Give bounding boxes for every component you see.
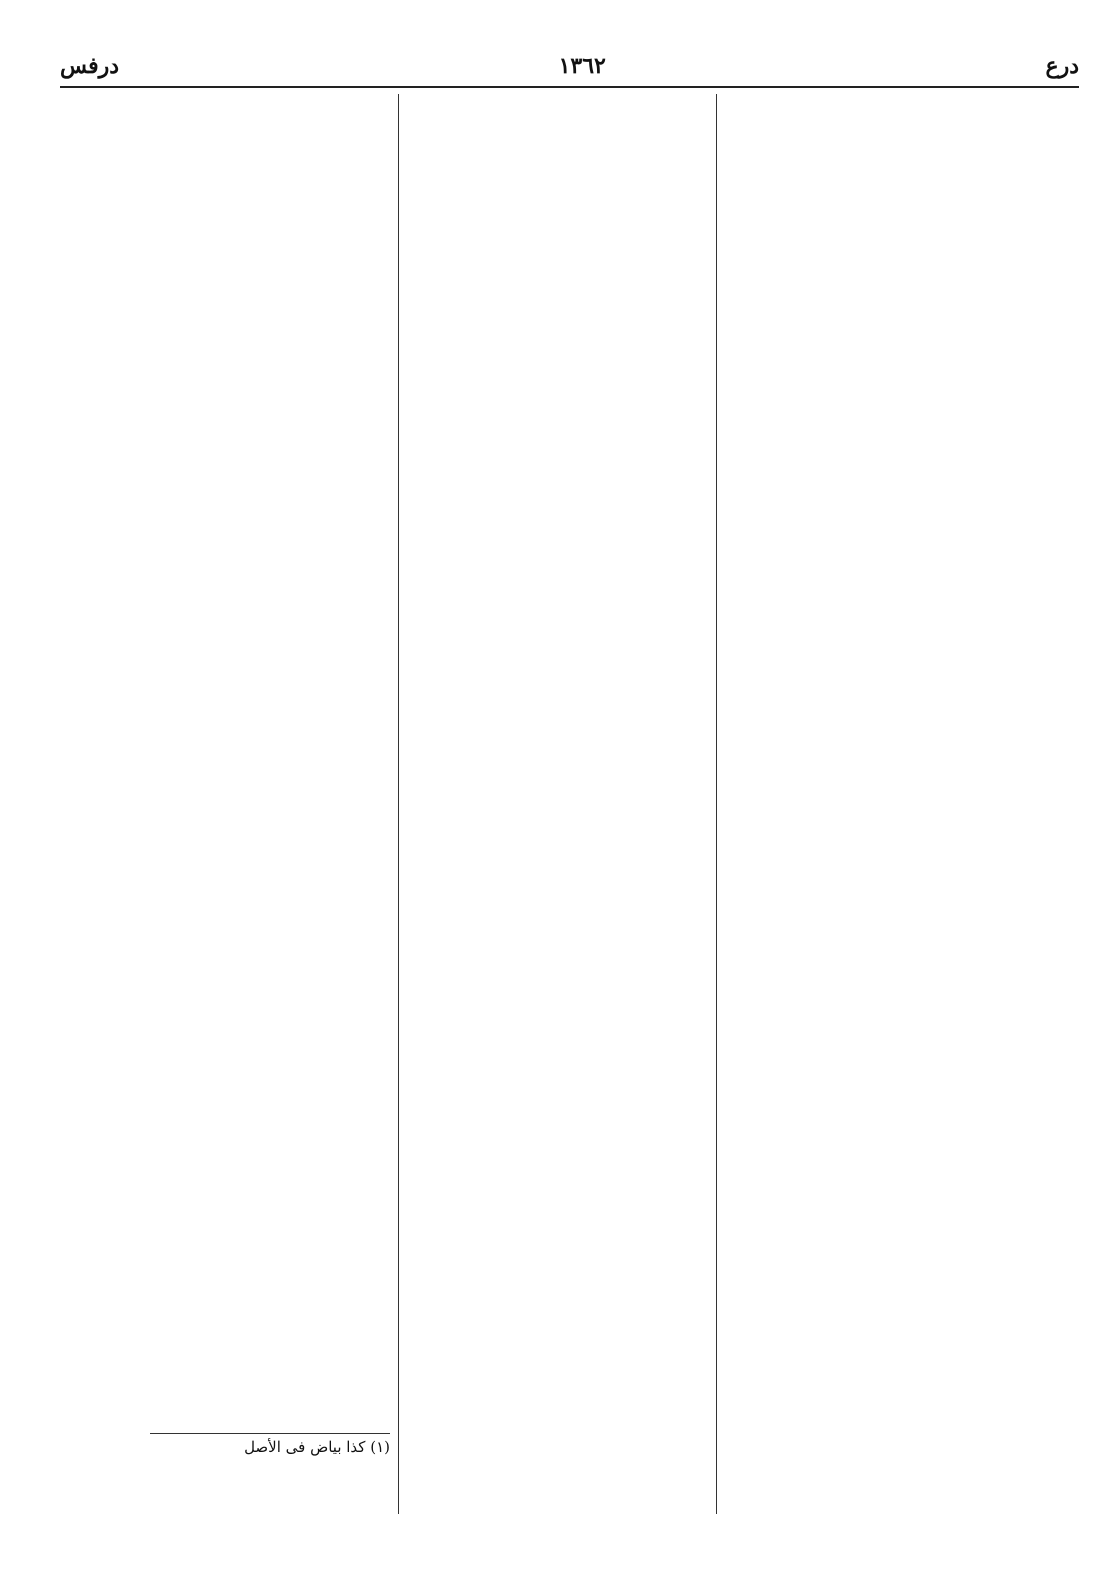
- footnote-rule: [150, 1433, 390, 1434]
- page-number: ١٣٦٢: [558, 53, 606, 79]
- text-column-right: [728, 96, 1080, 1506]
- header-left-word: درفس: [60, 53, 120, 79]
- page-header: [60, 48, 1079, 84]
- header-right-word: درع: [1045, 53, 1079, 79]
- text-column-left: [76, 96, 392, 1426]
- text-column-middle: [408, 96, 708, 1506]
- column-divider: [398, 94, 399, 1514]
- footnote: (١) كذا بياض فى الأصل: [244, 1438, 390, 1456]
- header-rule: [60, 86, 1079, 88]
- column-divider: [716, 94, 717, 1514]
